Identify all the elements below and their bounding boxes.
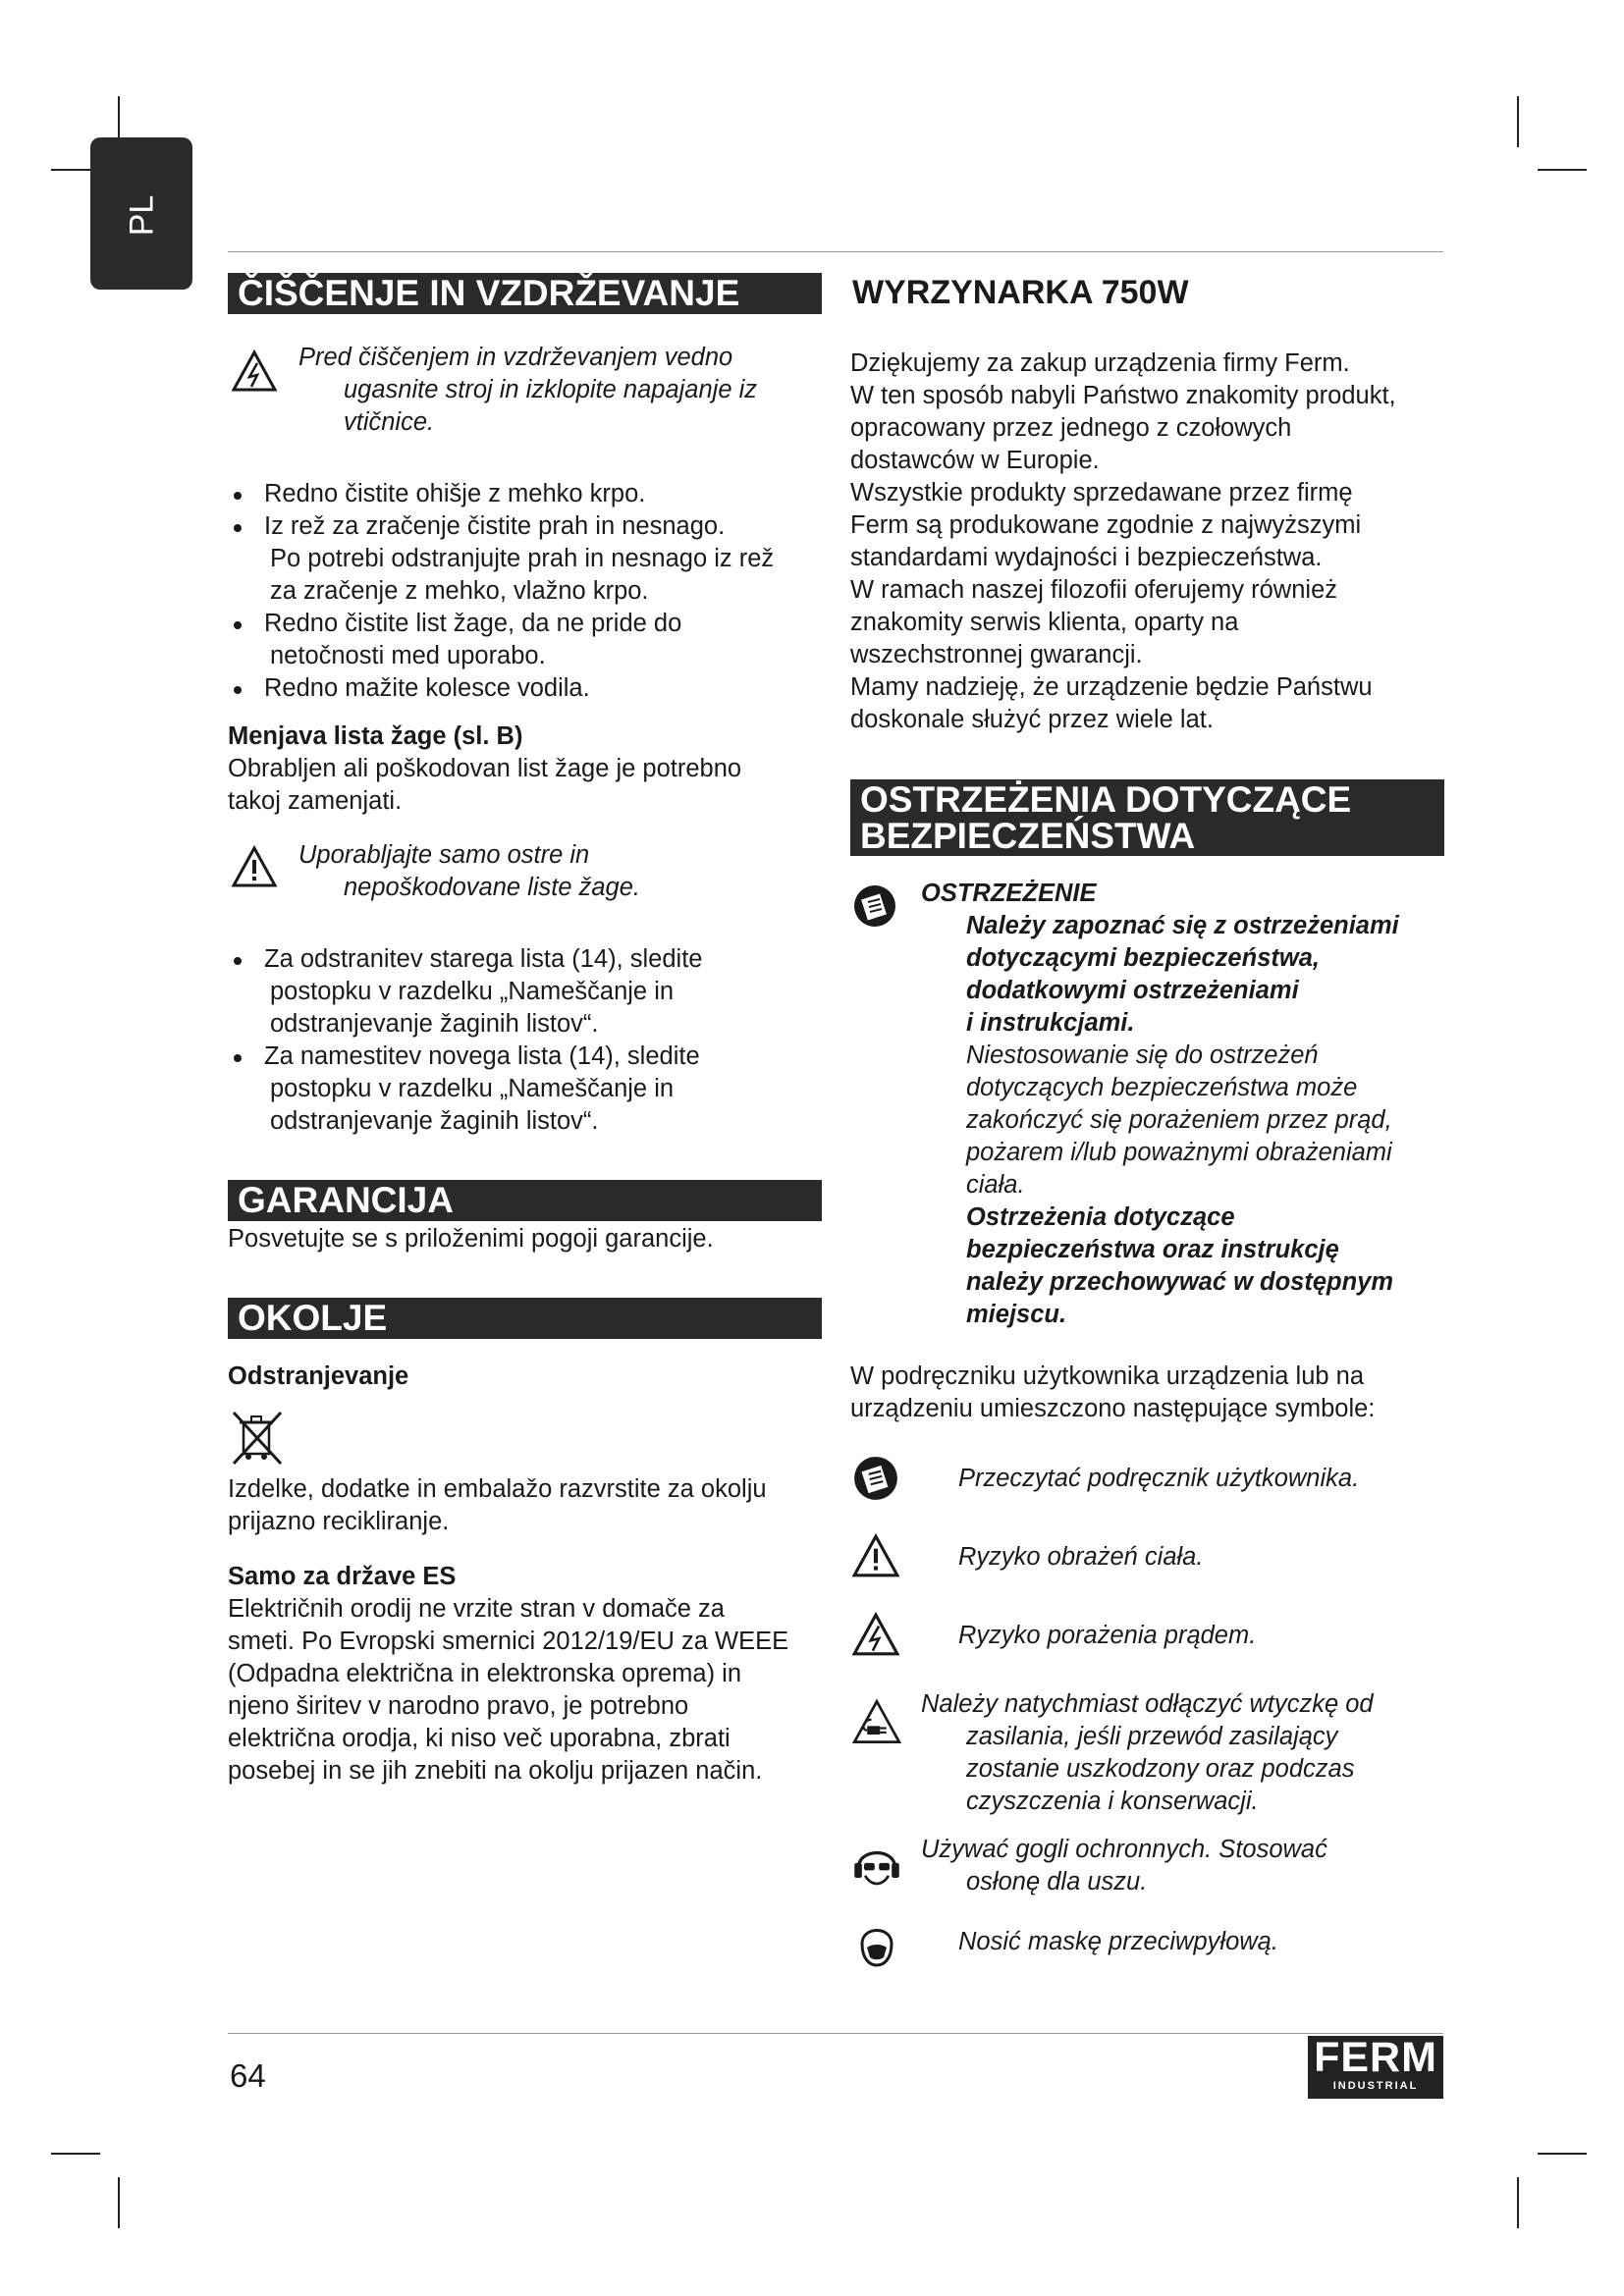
unplug-warning-icon [852, 1698, 901, 1745]
logo-subtext: INDUSTRIAL [1332, 2080, 1419, 2092]
cleaning-title: ČIŠČENJE IN VZDRŽEVANJE [228, 273, 822, 314]
blade-heading: Menjava lista žage (sl. B) [228, 722, 523, 750]
symbol-text: Nosić maskę przeciwpyłową. [958, 1928, 1278, 1955]
product-title: WYRZYNARKA 750W [852, 274, 1189, 311]
blade-text: Obrabljen ali poškodovan list žage je potrebno takoj zamenjati. [228, 755, 742, 815]
warning-line: dotyczącymi bezpieczeństwa, [966, 944, 1320, 972]
symbol-mask [850, 1922, 1444, 1983]
list-item: Za odstranitev starega lista (14), sledite postopku v razdelku „Nameščanje in odstranjevanje žaginih listov“. [228, 943, 822, 1041]
symbol-text: Należy natychmiast odłączyć wtyczkę od [921, 1690, 1374, 1718]
cleaning-warning [228, 342, 822, 439]
warning-line: dotyczących bezpieczeństwa może [966, 1074, 1358, 1101]
list-item: Iz rež za zračenje čistite prah in nesnago. Po potrebi odstranjujte prah in nesnago iz rež za zračenje z mehko, vlažno krpo. [228, 510, 822, 608]
symbol-text: osłonę dla uszu. [966, 1868, 1148, 1896]
blade-warning [228, 839, 822, 904]
crop-mark [1538, 169, 1587, 171]
symbols-intro: W podręczniku użytkownika urządzenia lub na urządzeniu umieszczono następujące symbole: [850, 1362, 1376, 1422]
language-tab [90, 137, 192, 290]
page-number: 64 [230, 2057, 266, 2094]
eu-heading: Samo za države ES [228, 1563, 457, 1590]
symbol-text: Ryzyko porażenia prądem. [958, 1622, 1257, 1649]
warning-line: ciała. [966, 1171, 1025, 1199]
electric-shock-warning-icon [232, 349, 277, 393]
warning-line: nepoškodovane liste žage. [344, 874, 640, 901]
read-manual-icon [852, 883, 897, 929]
warning-line: vtičnice. [344, 408, 435, 436]
intro-text: Dziękujemy za zakup urządzenia firmy Ferm. W ten sposób nabyli Państwo znakomity produkt, opracowany przez jednego z czołowych dostawców w Europie. Wszystkie produkty sprzedawane przez firmę Ferm są produkowane zgodnie z najwyższymi standardami wydajności i bezpieczeństwa. W ramach naszej filozofii oferujemy również znakomity serwis klienta, oparty na wszechstronnej gwarancji. Mamy nadzieję, że urządzenie będzie Państwu doskonale służyć przez wiele lat. [850, 349, 1396, 733]
crossed-bin-icon [228, 1407, 289, 1468]
caution-icon [232, 845, 277, 888]
crop-mark [118, 2177, 120, 2228]
symbol-text: Ryzyko obrażeń ciała. [958, 1543, 1204, 1571]
left-column [228, 273, 822, 1788]
safety-title: OSTRZEŻENIA DOTYCZĄCE BEZPIECZEŃSTWA [850, 779, 1444, 856]
list-item: Redno čistite ohišje z mehko krpo. [228, 478, 822, 510]
symbol-injury [850, 1533, 1444, 1598]
warning-line: zakończyć się porażeniem przez prąd, [966, 1106, 1392, 1134]
warning-label: OSTRZEŻENIE [921, 880, 1097, 907]
general-warning [850, 878, 1444, 1331]
symbol-manual [850, 1455, 1444, 1520]
warning-line: ugasnite stroj in izklopite napajanje iz [344, 376, 757, 403]
warning-line: dodatkowymi ostrzeżeniami [966, 977, 1299, 1004]
cleaning-list [228, 478, 822, 705]
dust-mask-icon [854, 1920, 899, 1969]
goggles-ear-protection-icon [852, 1840, 901, 1891]
read-manual-icon [852, 1455, 899, 1502]
electric-shock-warning-icon [852, 1612, 899, 1657]
warning-line: miejscu. [966, 1301, 1067, 1328]
warning-line: pożarem i/lub poważnymi obrażeniami [966, 1139, 1392, 1166]
crop-mark [1517, 2177, 1519, 2228]
warning-line: Niestosowanie się do ostrzeżeń [966, 1041, 1319, 1069]
language-label: PL [123, 194, 161, 237]
warning-line: Ostrzeżenia dotyczące [966, 1203, 1235, 1231]
warning-line: Należy zapoznać się z ostrzeżeniami [966, 912, 1399, 939]
brand-logo [1308, 2036, 1443, 2099]
symbol-text: czyszczenia i konserwacji. [966, 1788, 1259, 1815]
symbol-plug [850, 1688, 1444, 1818]
top-rule [228, 251, 1443, 252]
symbol-text: zostanie uszkodzony oraz podczas [966, 1755, 1355, 1783]
symbol-text: Używać gogli ochronnych. Stosować [921, 1836, 1327, 1863]
blade-list [228, 943, 822, 1138]
symbol-text: zasilania, jeśli przewód zasilający [966, 1723, 1338, 1750]
list-item: Redno čistite list žage, da ne pride do netočnosti med uporabo. [228, 608, 822, 672]
warning-line: Uporabljajte samo ostre in [298, 841, 590, 869]
crop-mark [51, 2153, 100, 2155]
disposal-heading: Odstranjevanje [228, 1362, 409, 1390]
disposal-text: Izdelke, dodatke in embalažo razvrstite za okolju prijazno recikliranje. [228, 1475, 767, 1535]
warning-line: należy przechowywać w dostępnym [966, 1268, 1394, 1296]
caution-icon [852, 1533, 899, 1578]
list-item: Za namestitev novega lista (14), sledite postopku v razdelku „Nameščanje in odstranjevanje žaginih listov“. [228, 1041, 822, 1138]
environment-title: OKOLJE [228, 1298, 822, 1339]
warning-line: bezpieczeństwa oraz instrukcję [966, 1236, 1339, 1263]
bottom-rule [228, 2033, 1443, 2034]
crop-mark [1517, 96, 1519, 147]
symbol-shock [850, 1612, 1444, 1677]
symbol-goggles [850, 1834, 1444, 1898]
warning-line: i instrukcjami. [966, 1009, 1135, 1037]
logo-text: FERM [1314, 2034, 1437, 2081]
warning-line: Pred čiščenjem in vzdrževanjem vedno [298, 344, 733, 371]
right-column [850, 273, 1444, 1983]
guarantee-title: GARANCIJA [228, 1180, 822, 1221]
crop-mark [1538, 2153, 1587, 2155]
guarantee-text: Posvetujte se s priloženimi pogoji garancije. [228, 1225, 714, 1253]
symbol-text: Przeczytać podręcznik użytkownika. [958, 1465, 1360, 1492]
eu-text: Električnih orodij ne vrzite stran v domače za smeti. Po Evropski smernici 2012/19/EU za WEEE (Odpadna električna in elektronska oprema) in njeno širitev v narodno pravo, je potrebno električna orodja, ki niso več uporabna, zbrati posebej in se jih znebiti na okolju prijazen način. [228, 1595, 789, 1785]
list-item: Redno mažite kolesce vodila. [228, 672, 822, 705]
